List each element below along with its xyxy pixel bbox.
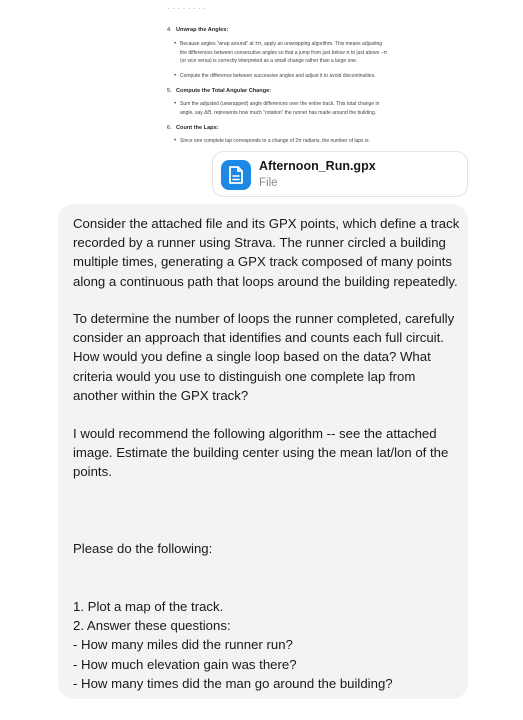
doc-bullet-line: • Compute the difference between successive angles and adjust it to avoid discontinuities.: [180, 73, 376, 79]
doc-step-title: Unwrap the Angles:: [176, 27, 229, 33]
doc-step-5: [167, 87, 271, 95]
message-line: another within the GPX track?: [73, 387, 249, 403]
file-name: Afternoon_Run.gpx: [259, 159, 376, 173]
doc-step-6: [167, 124, 219, 132]
message-paragraph: [73, 309, 463, 405]
message-line: consider an approach that identifies and counts each full circuit.: [73, 330, 444, 346]
doc-step-title: Count the Laps:: [176, 125, 219, 131]
file-type-label: File: [259, 177, 278, 189]
message-line: Consider the attached file and its GPX points, which define a track: [73, 216, 460, 231]
doc-step-title: Compute the Total Angular Change:: [176, 88, 272, 94]
file-attachment-card[interactable]: [212, 151, 468, 197]
message-line: To determine the number of loops the runner completed, carefully: [73, 311, 455, 326]
message-line: I would recommend the following algorithm -- see the attached: [73, 426, 437, 441]
document-icon: [221, 160, 251, 190]
message-line: image. Estimate the building center using the mean lat/lon of the: [73, 445, 449, 461]
user-message-bubble: [58, 204, 468, 699]
message-line: multiple times, generating a GPX track composed of many points: [73, 254, 452, 270]
doc-bullet-line: • Since one complete lap corresponds to a change of 2π radians, the number of laps is:: [180, 138, 370, 144]
message-line: How would you define a single loop based on the data? What: [73, 349, 431, 365]
doc-bullet: [180, 137, 442, 146]
doc-bullet: [180, 100, 442, 117]
message-line: points.: [73, 464, 112, 480]
doc-bullet: [180, 40, 442, 66]
doc-step-number: 4.: [167, 27, 172, 33]
message-line: 1. Plot a map of the track.: [73, 599, 224, 614]
message-line: - How much elevation gain was there?: [73, 656, 297, 672]
message-line: - How many times did the man go around the building?: [73, 675, 393, 691]
message-line: Please do the following:: [73, 541, 213, 556]
message-line: along a continuous path that loops around the building repeatedly.: [73, 273, 458, 289]
doc-bullet-line: • Because angles “wrap around” at ±π, apply an unwrapping algorithm. This means adjusting: [180, 41, 383, 47]
message-line: - How many miles did the runner run?: [73, 637, 293, 653]
message-line: criteria would you use to distinguish one complete lap from: [73, 368, 416, 384]
message-paragraph: [73, 424, 463, 482]
doc-cut-text: - - - - - - - -: [168, 8, 207, 12]
message-paragraph: [73, 539, 463, 558]
doc-bullet-line: angle, say ΔΘ, represents how much “rotation” the runner has made around the building.: [180, 109, 377, 116]
doc-bullet-line: • Sum the adjusted (unwrapped) angle differences over the entire track. This total change in: [180, 101, 380, 107]
message-line: recorded by a runner using Strava. The runner circled a building: [73, 235, 446, 251]
message-line: 2. Answer these questions:: [73, 618, 231, 634]
doc-bullet-line: the differences between consecutive angles so that a jump from just below π to just above −π: [180, 49, 388, 56]
doc-step-number: 5.: [167, 88, 172, 94]
attached-algorithm-image[interactable]: [160, 8, 450, 148]
message-paragraph: [73, 597, 463, 693]
doc-bullet-line: (or vice versa) is correctly interpreted as a small change rather than a large one.: [180, 58, 358, 64]
message-paragraph: [73, 214, 463, 291]
doc-bullet: [180, 72, 442, 81]
doc-step-4: [167, 26, 228, 34]
doc-step-number: 6.: [167, 125, 172, 131]
